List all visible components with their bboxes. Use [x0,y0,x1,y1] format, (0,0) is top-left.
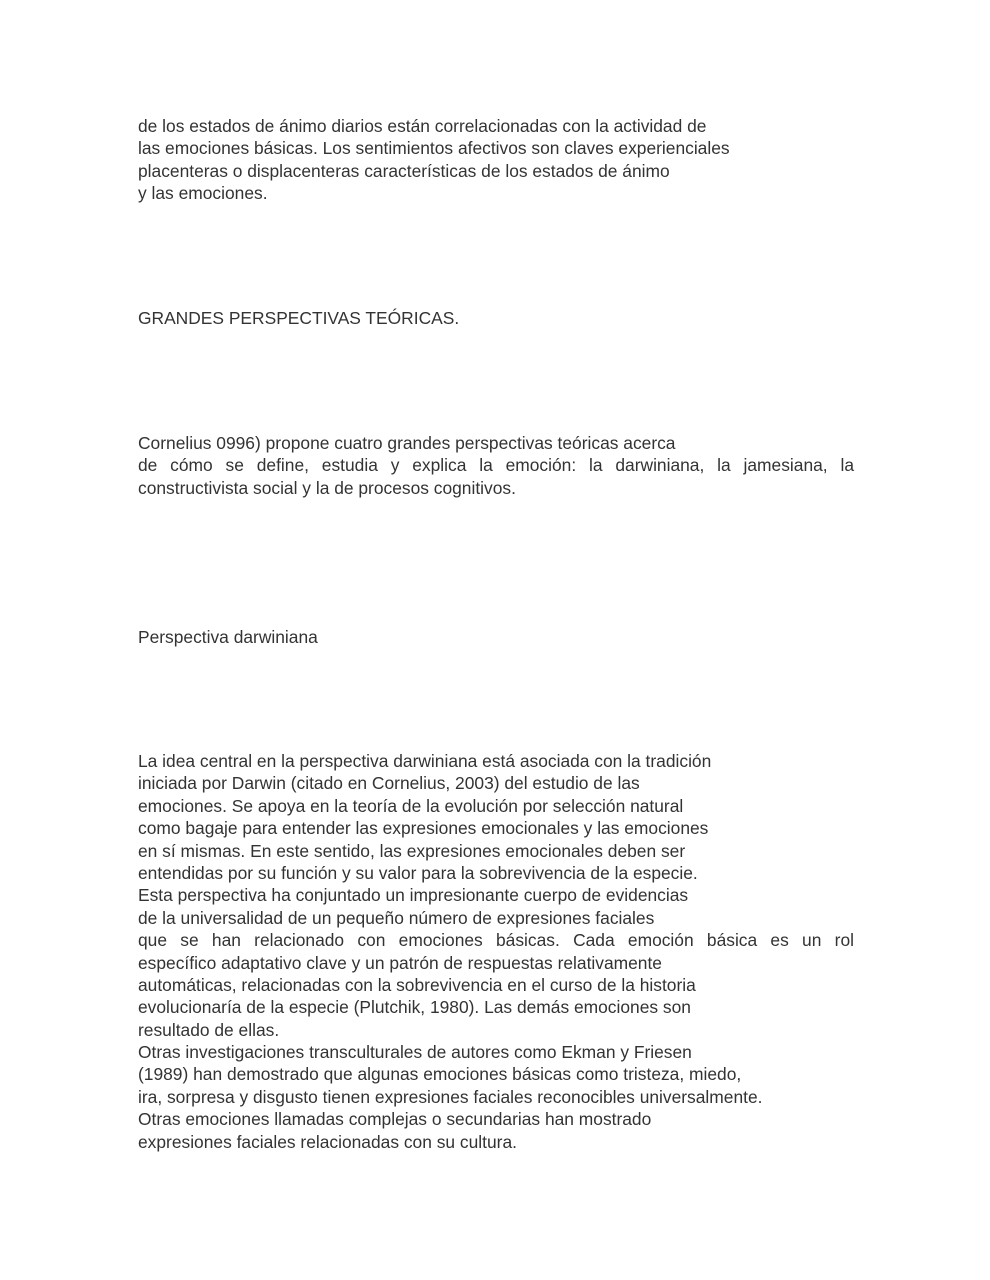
paragraph-line: placenteras o displacenteras características de los estados de ánimo [138,160,670,181]
paragraph-line: emociones. Se apoya en la teoría de la evolución por selección natural [138,795,684,816]
paragraph-line: ira, sorpresa y disgusto tienen expresiones faciales reconocibles universalmente. [138,1086,763,1107]
paragraph-line: como bagaje para entender las expresiones emocionales y las emociones [138,818,709,839]
paragraph-line: Otras emociones llamadas complejas o secundarias han mostrado [138,1109,652,1130]
paragraph-line: de la universalidad de un pequeño número de expresiones faciales [138,907,655,928]
paragraph-line: iniciada por Darwin (citado en Cornelius, 2003) del estudio de las [138,773,640,794]
paragraph-line: (1989) han demostrado que algunas emociones básicas como tristeza, miedo, [138,1064,742,1085]
paragraph-line: Esta perspectiva ha conjuntado un impresionante cuerpo de evidencias [138,885,689,906]
paragraph-line: Cornelius 0996) propone cuatro grandes perspectivas teóricas acerca [138,433,676,453]
paragraph-cornelius [138,432,854,499]
heading-text: Perspectiva darwiniana [138,627,318,647]
paragraph-line: entendidas por su función y su valor para la sobrevivencia de la especie. [138,862,698,883]
paragraph-intro [138,115,854,205]
paragraph-line: las emociones básicas. Los sentimientos afectivos son claves experienciales [138,138,730,159]
paragraph-darwinian [138,750,854,1153]
paragraph-line: específico adaptativo clave y un patrón de respuestas relativamente [138,952,662,973]
paragraph-line: y las emociones. [138,183,268,204]
section-heading-perspectives [138,307,854,329]
paragraph-line: automáticas, relacionadas con la sobrevivencia en el curso de la historia [138,974,696,995]
paragraph-line: de cómo se define, estudia y explica la emoción: la darwiniana, la jamesiana, la [138,455,854,476]
paragraph-line: La idea central en la perspectiva darwiniana está asociada con la tradición [138,751,712,771]
heading-text: GRANDES PERSPECTIVAS TEÓRICAS. [138,308,460,328]
section-heading-darwinian [138,626,854,648]
paragraph-line: en sí mismas. En este sentido, las expresiones emocionales deben ser [138,840,686,861]
paragraph-line: que se han relacionado con emociones básicas. Cada emoción básica es un rol [138,930,854,951]
paragraph-line: Otras investigaciones transculturales de autores como Ekman y Friesen [138,1042,692,1063]
paragraph-line: resultado de ellas. [138,1019,280,1040]
paragraph-line: de los estados de ánimo diarios están correlacionadas con la actividad de [138,116,707,136]
paragraph-line: constructivista social y la de procesos cognitivos. [138,477,516,498]
paragraph-line: expresiones faciales relacionadas con su cultura. [138,1131,517,1152]
paragraph-line: evolucionaría de la especie (Plutchik, 1980). Las demás emociones son [138,997,691,1018]
